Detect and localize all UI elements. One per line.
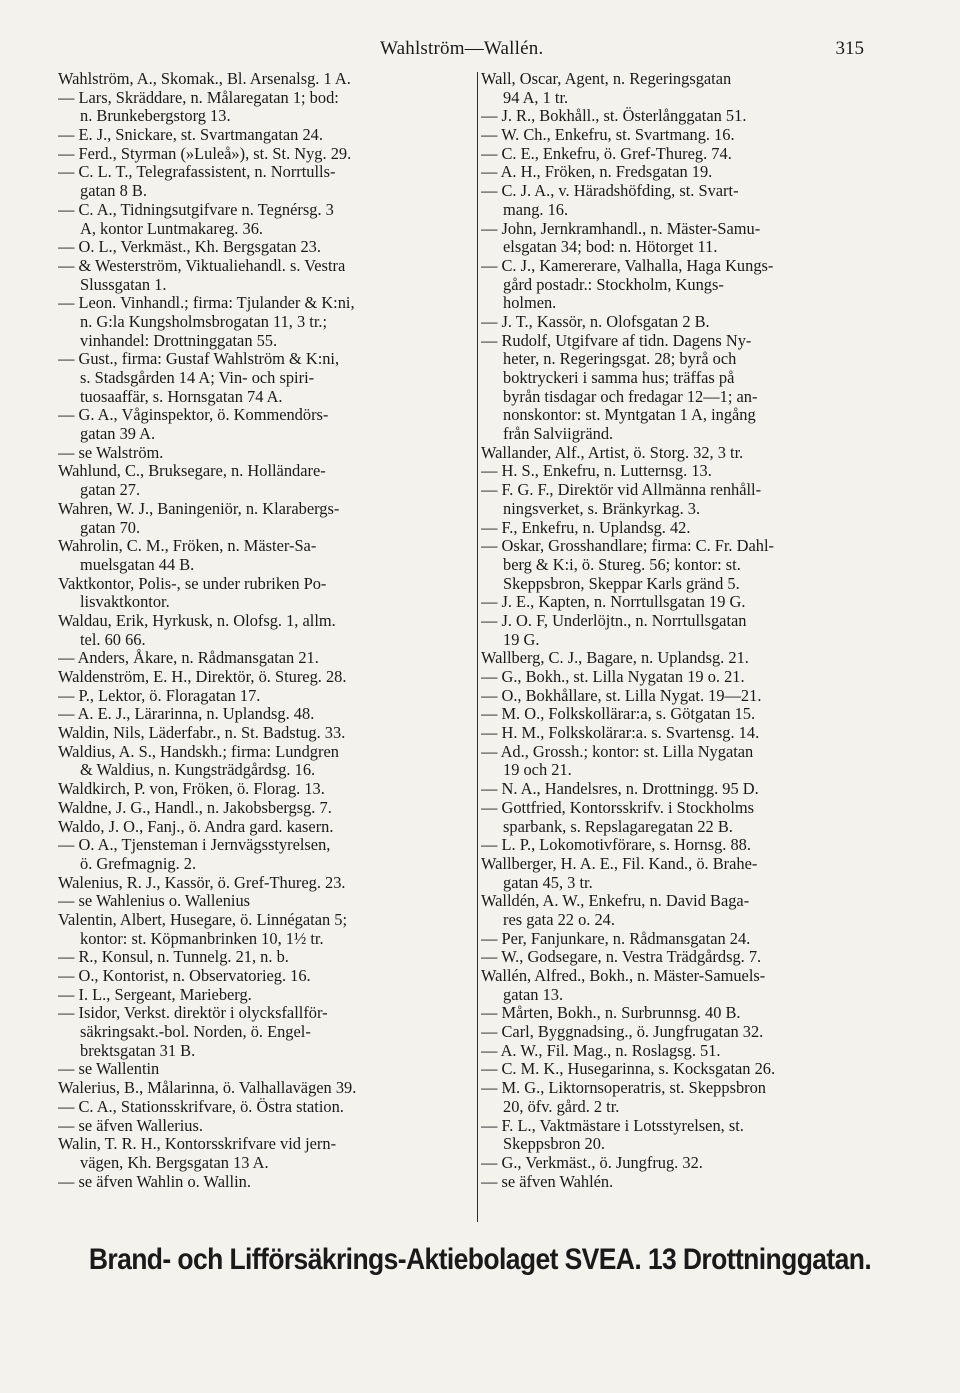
directory-entry-line: — A. E. J., Lärarinna, n. Uplandsg. 48. [58,705,315,724]
page-header [0,38,960,68]
directory-entry-line: — Leon. Vinhandl.; firma: Tjulander & K:ni, [58,294,355,313]
directory-entry-line: 20, öfv. gård. 2 tr. [503,1097,620,1116]
running-head: Wahlström—Wallén. [380,38,544,59]
directory-entry-line: res gata 22 o. 24. [503,910,615,929]
directory-entry-line: Walldén, A. W., Enkefru, n. David Baga- [481,892,750,911]
directory-entry-line: Waldin, Nils, Läderfabr., n. St. Badstug. 33. [58,724,346,743]
directory-entry-line: — Gust., firma: Gustaf Wahlström & K:ni, [58,350,340,369]
directory-entry-line: tel. 60 66. [80,630,146,649]
directory-entry-line: — H. M., Folkskolärar:a. s. Svartensg. 14. [481,724,760,743]
directory-entry-line: — Rudolf, Utgifvare af tidn. Dagens Ny- [481,331,752,350]
directory-entry-line: gård postadr.: Stockholm, Kungs- [503,275,724,294]
directory-entry-line: gatan 8 B. [80,182,147,201]
directory-entry-line: 19 G. [503,630,540,649]
directory-entry-line: nonskontor: st. Myntgatan 1 A, ingång [503,406,756,425]
directory-entry-line: gatan 27. [80,481,141,500]
directory-entry-line: — C. A., Stationsskrifvare, ö. Östra station. [58,1097,344,1116]
directory-entry-line: elsgatan 34; bod: n. Hötorget 11. [503,238,718,257]
directory-entry-line: — G., Bokh., st. Lilla Nygatan 19 o. 21. [481,668,745,686]
directory-entry-line: — I. L., Sergeant, Marieberg. [58,985,252,1004]
footer-advertisement: Brand- och Lifförsäkrings-Aktiebolaget SVEA. 13 Drottninggatan. [88,1242,872,1276]
directory-entry-line: lisvaktkontor. [80,593,170,612]
directory-entry-line: Wahlström, A., Skomak., Bl. Arsenalsg. 1 A. [58,70,351,88]
directory-entry-line: Wahren, W. J., Baningeniör, n. Klarabergs- [58,499,340,518]
directory-entry-line: — A. H., Fröken, n. Fredsgatan 19. [481,163,713,182]
directory-entry-line: — L. P., Lokomotivförare, s. Hornsg. 88. [481,836,751,855]
directory-entry-line: — A. W., Fil. Mag., n. Roslagsg. 51. [481,1041,721,1060]
directory-entry-line: brektsgatan 31 B. [80,1041,196,1060]
directory-entry-line: Walenius, R. J., Kassör, ö. Gref-Thureg. 23. [58,873,346,892]
directory-entry-line: — G. A., Våginspektor, ö. Kommendörs- [58,406,329,425]
directory-entry-line: Wall, Oscar, Agent, n. Regeringsgatan [481,70,732,88]
directory-entry-line: säkringsakt.-bol. Norden, ö. Engel- [80,1023,311,1042]
directory-entry-line: & Waldius, n. Kungsträdgårdsg. 16. [80,761,316,780]
directory-entry-line: — O., Bokhållare, st. Lilla Nygat. 19—21. [481,686,762,705]
directory-entry-line: Skeppsbron, Skeppar Karls gränd 5. [503,574,740,593]
directory-entry-line: gatan 13. [503,985,564,1004]
directory-entry-line: Skeppsbron 20. [503,1135,605,1154]
directory-entry-line: 94 A, 1 tr. [503,88,569,107]
directory-entry-line: holmen. [503,294,557,313]
directory-entry-line: — C. E., Enkefru, ö. Gref-Thureg. 74. [481,144,732,163]
directory-entry-line: Waldkirch, P. von, Fröken, ö. Florag. 13. [58,780,325,799]
directory-entry-line: mang. 16. [503,200,569,219]
directory-entry-line: tuosaaffär, s. Hornsgatan 74 A. [80,387,283,406]
directory-entry-line: vinhandel: Drottninggatan 55. [80,331,278,350]
directory-entry-line: boktryckeri i samma hus; träffas på [503,369,735,387]
directory-entry-line: n. Brunkebergstorg 13. [80,107,231,126]
directory-entry-line: sparbank, s. Repslagaregatan 22 B. [503,817,733,836]
directory-entry-line: Waldau, Erik, Hyrkusk, n. Olofsg. 1, allm. [58,611,336,630]
directory-entry-line: — M. O., Folkskollärar:a, s. Götgatan 15. [481,705,756,724]
directory-entry-line: — Ferd., Styrman (»Luleå»), st. St. Nyg. 29. [58,144,352,163]
directory-entry-line: — F., Enkefru, n. Uplandsg. 42. [481,518,691,537]
directory-entry-line: — W. Ch., Enkefru, st. Svartmang. 16. [481,126,735,145]
directory-entry-line: — Gottfried, Kontorsskrifv. i Stockholms [481,798,755,817]
directory-entry-line: Wallberg, C. J., Bagare, n. Uplandsg. 21. [481,649,749,668]
directory-entry-line: — H. S., Enkefru, n. Lutternsg. 13. [481,462,712,481]
directory-entry-line: — W., Godsegare, n. Vestra Trädgårdsg. 7. [481,948,762,967]
directory-entry-line: Wallberger, H. A. E., Fil. Kand., ö. Brahe- [481,854,758,873]
directory-entry-line: vägen, Kh. Bergsgatan 13 A. [80,1153,269,1172]
directory-entry-line: ö. Grefmagnig. 2. [80,854,197,873]
directory-entry-line: gatan 39 A. [80,425,156,444]
directory-entry-line: — John, Jernkramhandl., n. Mäster-Samu- [481,219,761,238]
directory-entry-line: gatan 70. [80,518,141,537]
directory-entry-line: — se Wallentin [58,1060,160,1079]
directory-entry-line: — C. M. K., Husegarinna, s. Kocksgatan 26. [481,1060,776,1079]
directory-entry-line: Waldius, A. S., Handskh.; firma: Lundgren [58,742,339,761]
column-divider [477,72,478,1222]
directory-entry-line: Wallén, Alfred., Bokh., n. Mäster-Samuels- [481,967,766,985]
directory-entry-line: n. G:la Kungsholmsbrogatan 11, 3 tr.; [80,312,328,331]
directory-entry-line: Vaktkontor, Polis-, se under rubriken Po- [58,574,327,593]
directory-entry-line: Walerius, B., Målarinna, ö. Valhallavägen 39. [58,1079,357,1098]
directory-entry-line: Wahlund, C., Bruksegare, n. Holländare- [58,462,326,481]
directory-entry-line: — O. L., Verkmäst., Kh. Bergsgatan 23. [58,238,321,257]
directory-entry-line: — Lars, Skräddare, n. Målaregatan 1; bod: [58,88,339,107]
directory-entry-line: Waldenström, E. H., Direktör, ö. Stureg. 28. [58,668,347,686]
directory-entry-line: Wahrolin, C. M., Fröken, n. Mäster-Sa- [58,537,317,556]
directory-entry-line: — se äfven Wahlén. [481,1172,614,1191]
directory-entry-line: — G., Verkmäst., ö. Jungfrug. 32. [481,1153,703,1172]
directory-entry-line: — Oskar, Grosshandlare; firma: C. Fr. Dahl- [481,537,774,556]
directory-entry-line: — Carl, Byggnadsing., ö. Jungfrugatan 32. [481,1023,764,1042]
directory-entry-line: — C. L. T., Telegrafassistent, n. Norrtulls- [58,163,336,182]
right-column [481,70,881,1191]
directory-entry-line: — R., Konsul, n. Tunnelg. 21, n. b. [58,948,289,967]
directory-entry-line: — Isidor, Verkst. direktör i olycksfallför- [58,1004,328,1023]
directory-entry-line: från Salviigränd. [503,425,614,444]
directory-entry-line: Walin, T. R. H., Kontorsskrifvare vid jern- [58,1135,337,1154]
directory-entry-line: — se Walström. [58,443,164,462]
directory-entry-line: Waldo, J. O., Fanj., ö. Andra gard. kasern. [58,817,334,836]
directory-entry-line: — F. G. F., Direktör vid Allmänna renhåll- [481,481,762,500]
directory-entry-line: — O., Kontorist, n. Observatorieg. 16. [58,967,311,985]
directory-entry-line: Valentin, Albert, Husegare, ö. Linnégatan 5; [58,910,348,929]
directory-entry-line: — Mårten, Bokh., n. Surbrunnsg. 40 B. [481,1004,741,1023]
directory-entry-line: s. Stadsgården 14 A; Vin- och spiri- [80,369,315,387]
directory-entry-line: — C. J., Kamererare, Valhalla, Haga Kungs- [481,256,774,275]
directory-entry-line: muelsgatan 44 B. [80,555,195,574]
directory-entry-line: — J. O. F, Underlöjtn., n. Norrtullsgatan [481,611,747,630]
directory-entry-line: — E. J., Snickare, st. Svartmangatan 24. [58,126,323,145]
page-number: 315 [835,38,864,59]
directory-entry-line: — J. E., Kapten, n. Norrtullsgatan 19 G. [481,593,746,612]
directory-entry-line: byrån tisdagar och fredagar 12—1; an- [503,387,758,406]
directory-entry-line: — se äfven Wallerius. [58,1116,203,1135]
directory-entry-line: 19 och 21. [503,761,572,780]
directory-entry-line: Wallander, Alf., Artist, ö. Storg. 32, 3 tr. [481,443,744,462]
directory-entry-line: — C. J. A., v. Häradshöfding, st. Svart- [481,182,739,201]
directory-entry-line: — N. A., Handelsres, n. Drottningg. 95 D. [481,780,759,799]
directory-entry-line: ningsverket, s. Bränkyrkag. 3. [503,499,701,518]
directory-entry-line: — F. L., Vaktmästare i Lotsstyrelsen, st. [481,1116,744,1135]
directory-entry-line: — J. T., Kassör, n. Olofsgatan 2 B. [481,312,710,331]
directory-entry-line: gatan 45, 3 tr. [503,873,593,892]
directory-entry-line: — Anders, Åkare, n. Rådmansgatan 21. [58,649,319,668]
directory-entry-line: Slussgatan 1. [80,275,167,294]
directory-entry-line: — M. G., Liktornsoperatris, st. Skeppsbron [481,1079,766,1098]
directory-entry-line: — Ad., Grossh.; kontor: st. Lilla Nygatan [481,742,754,761]
directory-entry-line: kontor: st. Köpmanbrinken 10, 1½ tr. [80,929,324,948]
directory-entry-line: — C. A., Tidningsutgifvare n. Tegnérsg. 3 [58,200,334,219]
directory-entry-line: — O. A., Tjensteman i Jernvägsstyrelsen, [58,836,331,855]
directory-entry-line: A, kontor Luntmakareg. 36. [80,219,263,238]
directory-entry-line: — J. R., Bokhåll., st. Österlånggatan 51. [481,107,747,126]
directory-entry-line: — Per, Fanjunkare, n. Rådmansgatan 24. [481,929,751,948]
directory-entry-line: — P., Lektor, ö. Floragatan 17. [58,686,261,705]
directory-entry-line: heter, n. Regeringsgat. 28; byrå och [503,350,737,369]
directory-entry-line: Waldne, J. G., Handl., n. Jakobsbergsg. 7. [58,798,332,817]
directory-entry-line: — se äfven Wahlin o. Wallin. [58,1172,251,1191]
directory-entry-line: berg & K:i, ö. Stureg. 56; kontor: st. [503,555,741,574]
directory-entry-line: — & Westerström, Viktualiehandl. s. Vestra [58,256,346,275]
directory-entry-line: — se Wahlenius o. Wallenius [58,892,251,911]
left-column [58,70,474,1191]
